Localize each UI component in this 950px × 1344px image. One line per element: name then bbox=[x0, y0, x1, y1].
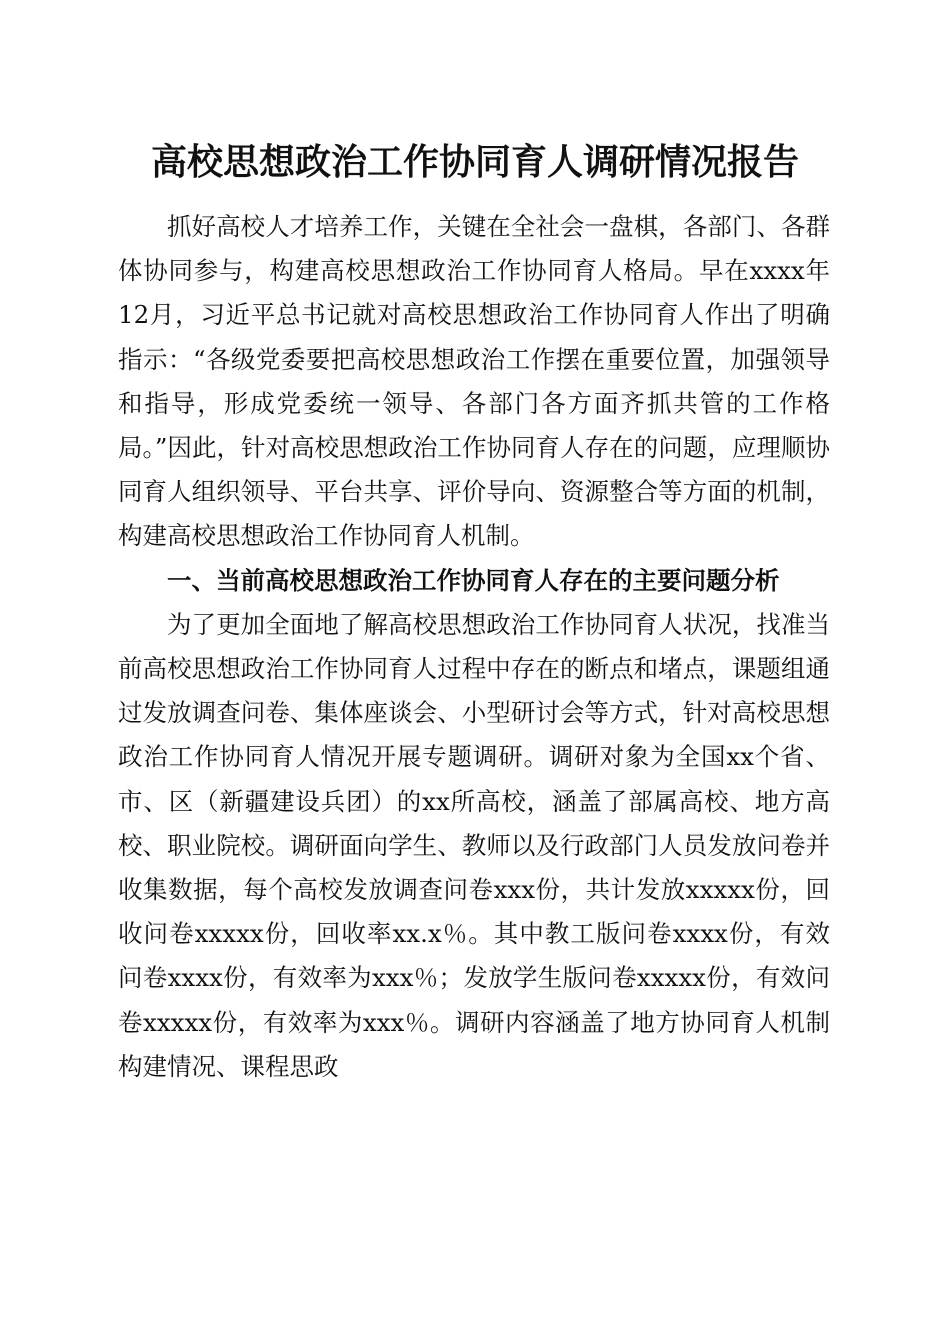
intro-paragraph: 抓好高校人才培养工作，关键在全社会一盘棋，各部门、各群体协同参与，构建高校思想政治工作协同育人格局。早在xxxx年12月，习近平总书记就对高校思想政治工作协同育人作出了明确指示：“各级党委要把高校思想政治工作摆在重要位置，加强领导和指导，形成党委统一领导、各部门各方面齐抓共管的工作格局。”因此，针对高校思想政治工作协同育人存在的问题，应理顺协同育人组织领导、平台共享、评价导向、资源整合等方面的机制，构建高校思想政治工作协同育人机制。 bbox=[118, 212, 830, 551]
section-heading: 一、当前高校思想政治工作协同育人存在的主要问题分析 bbox=[167, 565, 780, 595]
document-body bbox=[118, 205, 830, 1089]
document-title: 高校思想政治工作协同育人调研情况报告 bbox=[150, 141, 799, 183]
section-paragraph: 为了更加全面地了解高校思想政治工作协同育人状况，找准当前高校思想政治工作协同育人过程中存在的断点和堵点，课题组通过发放调查问卷、集体座谈会、小型研讨会等方式，针对高校思想政治工作协同育人情况开展专题调研。调研对象为全国xx个省、市、区（新疆建设兵团）的xx所高校，涵盖了部属高校、地方高校、职业院校。调研面向学生、教师以及行政部门人员发放问卷并收集数据，每个高校发放调查问卷xxx份，共计发放xxxxx份，回收问卷xxxxx份，回收率xx.x％。其中教工版问卷xxxx份，有效问卷xxxx份，有效率为xxx％；发放学生版问卷xxxxx份，有效问卷xxxxx份，有效率为xxx％。调研内容涵盖了地方协同育人机制构建情况、课程思政 bbox=[118, 609, 830, 1081]
